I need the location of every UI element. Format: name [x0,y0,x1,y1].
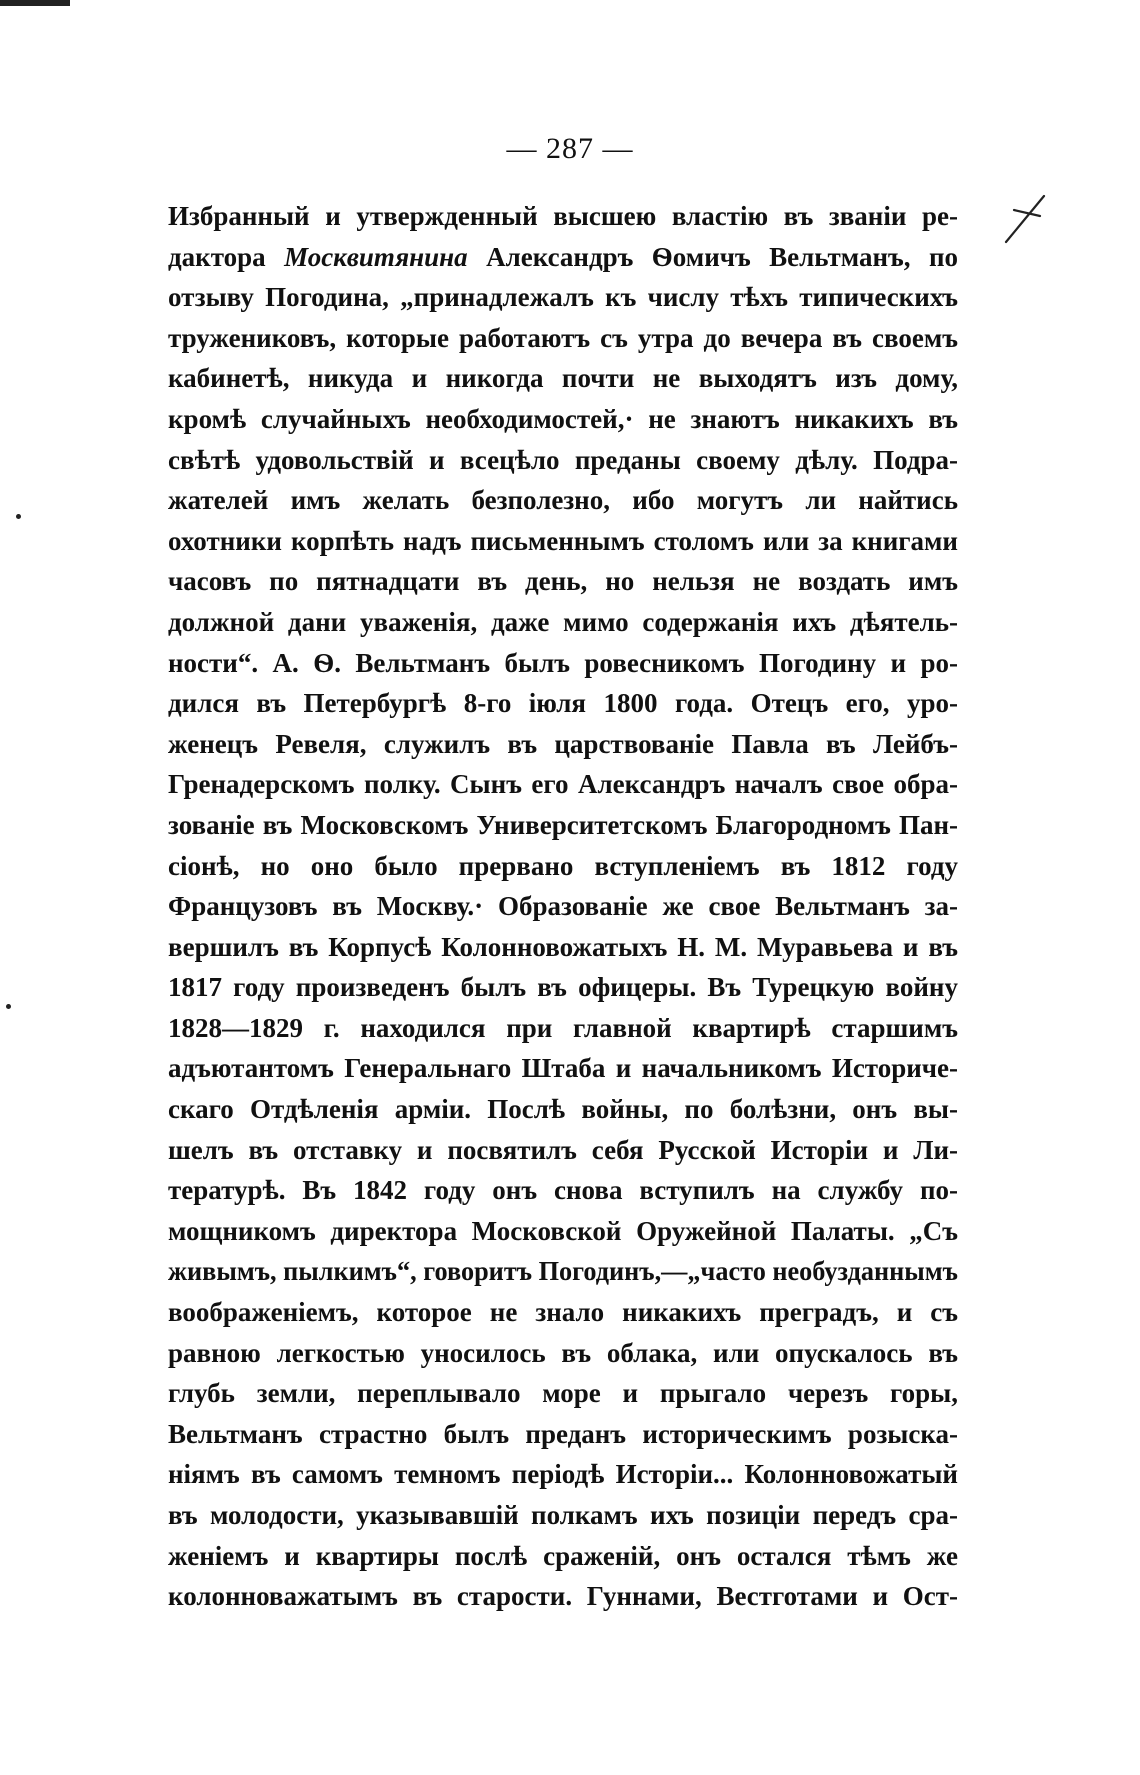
text-line: отзыву Погодина, „принадлежалъ къ числу тѣхъ типическихъ [168,282,958,313]
text-line: адъютантомъ Генеральнаго Штаба и начальникомъ Историче- [168,1053,958,1084]
text-line: Вельтманъ страстно былъ преданъ историческимъ розыска- [168,1418,958,1449]
text-line: ніямъ въ самомъ темномъ періодѣ Исторіи... Колонновожатый [168,1459,958,1490]
text-line: въ молодости, указывавшій полкамъ ихъ позиціи передъ сра- [168,1500,958,1530]
text-line: должной дани уваженія, даже мимо содержанія ихъ дѣятель- [168,606,958,637]
text-line: 1828—1829 г. находился при главной квартирѣ старшимъ [168,1012,958,1043]
text-line: женіемъ и квартиры послѣ сраженій, онъ остался тѣмъ же [168,1540,958,1571]
text-line: женецъ Ревеля, служилъ въ царствованіе Павла въ Лейбъ- [168,728,958,759]
body-text [168,196,958,1617]
text-line: часовъ по пятнадцати въ день, но нельзя не воздать имъ [168,566,958,597]
journal-title: Москвитянина [284,241,468,272]
text-line-start: дактора [168,241,266,272]
text-line: мощникомъ директора Московской Оружейной Палаты. „Съ [168,1215,958,1246]
margin-pencil-mark [1000,192,1050,248]
text-line: Гренадерскомъ полку. Сынъ его Александръ началъ свое обра- [168,769,958,800]
text-line: Избранный и утвержденный высшею властію въ званіи ре- [168,201,958,231]
text-line: воображеніемъ, которое не знало никакихъ преградъ, и съ [168,1297,958,1328]
text-line: сіонѣ, но оно было прервано вступленіемъ въ 1812 году [168,850,958,881]
text-line: кромѣ случайныхъ необходимостей,· не знаютъ никакихъ въ [168,403,958,434]
text-line: ности“. А. Ѳ. Вельтманъ былъ ровесникомъ Погодину и ро- [168,647,958,678]
text-line: глубь земли, переплывало море и прыгало черезъ горы, [168,1378,958,1409]
text-line: дился въ Петербургѣ 8-го іюля 1800 года. Отецъ его, уро- [168,688,958,719]
text-line: зованіе въ Московскомъ Университетскомъ Благородномъ Пан- [168,809,958,840]
scan-speck [16,514,21,519]
text-line: шелъ въ отставку и посвятилъ себя Русской Исторіи и Ли- [168,1134,958,1165]
text-line: 1817 году произведенъ былъ въ офицеры. Въ Турецкую войну [168,972,958,1003]
text-line: колонноважатымъ въ старости. Гуннами, Вестготами и Ост- [168,1581,958,1612]
text-line: жателей имъ желать безполезно, ибо могутъ ли найтись [168,485,958,516]
text-line [168,237,958,278]
text-line: вершилъ въ Корпусѣ Колонновожатыхъ Н. М. Муравьева и въ [168,931,958,962]
text-line: свѣтѣ удовольствій и всецѣло преданы своему дѣлу. Подра- [168,444,958,475]
text-line: кабинетѣ, никуда и никогда почти не выходятъ изъ дому, [168,363,958,394]
text-line-end: Александръ Ѳомичъ Вельтманъ, по [486,241,959,272]
text-line: Французовъ въ Москву.· Образованіе же свое Вельтманъ за- [168,891,958,922]
text-line: живымъ, пылкимъ“, говоритъ Погодинъ,—„часто необузданнымъ [168,1256,958,1287]
scan-corner-mark [0,0,70,6]
text-line: скаго Отдѣленія арміи. Послѣ войны, по болѣзни, онъ вы- [168,1094,958,1125]
page-number: — 287 — [506,132,634,165]
text-line: равною легкостью уносилось въ облака, или опускалось въ [168,1337,958,1368]
text-line: тературѣ. Въ 1842 году онъ снова вступилъ на службу по- [168,1175,958,1206]
scan-speck [6,1004,11,1009]
text-line: тружениковъ, которые работаютъ съ утра до вечера въ своемъ [168,322,958,353]
text-line: охотники корпѣть надъ письменнымъ столомъ или за книгами [168,525,958,556]
